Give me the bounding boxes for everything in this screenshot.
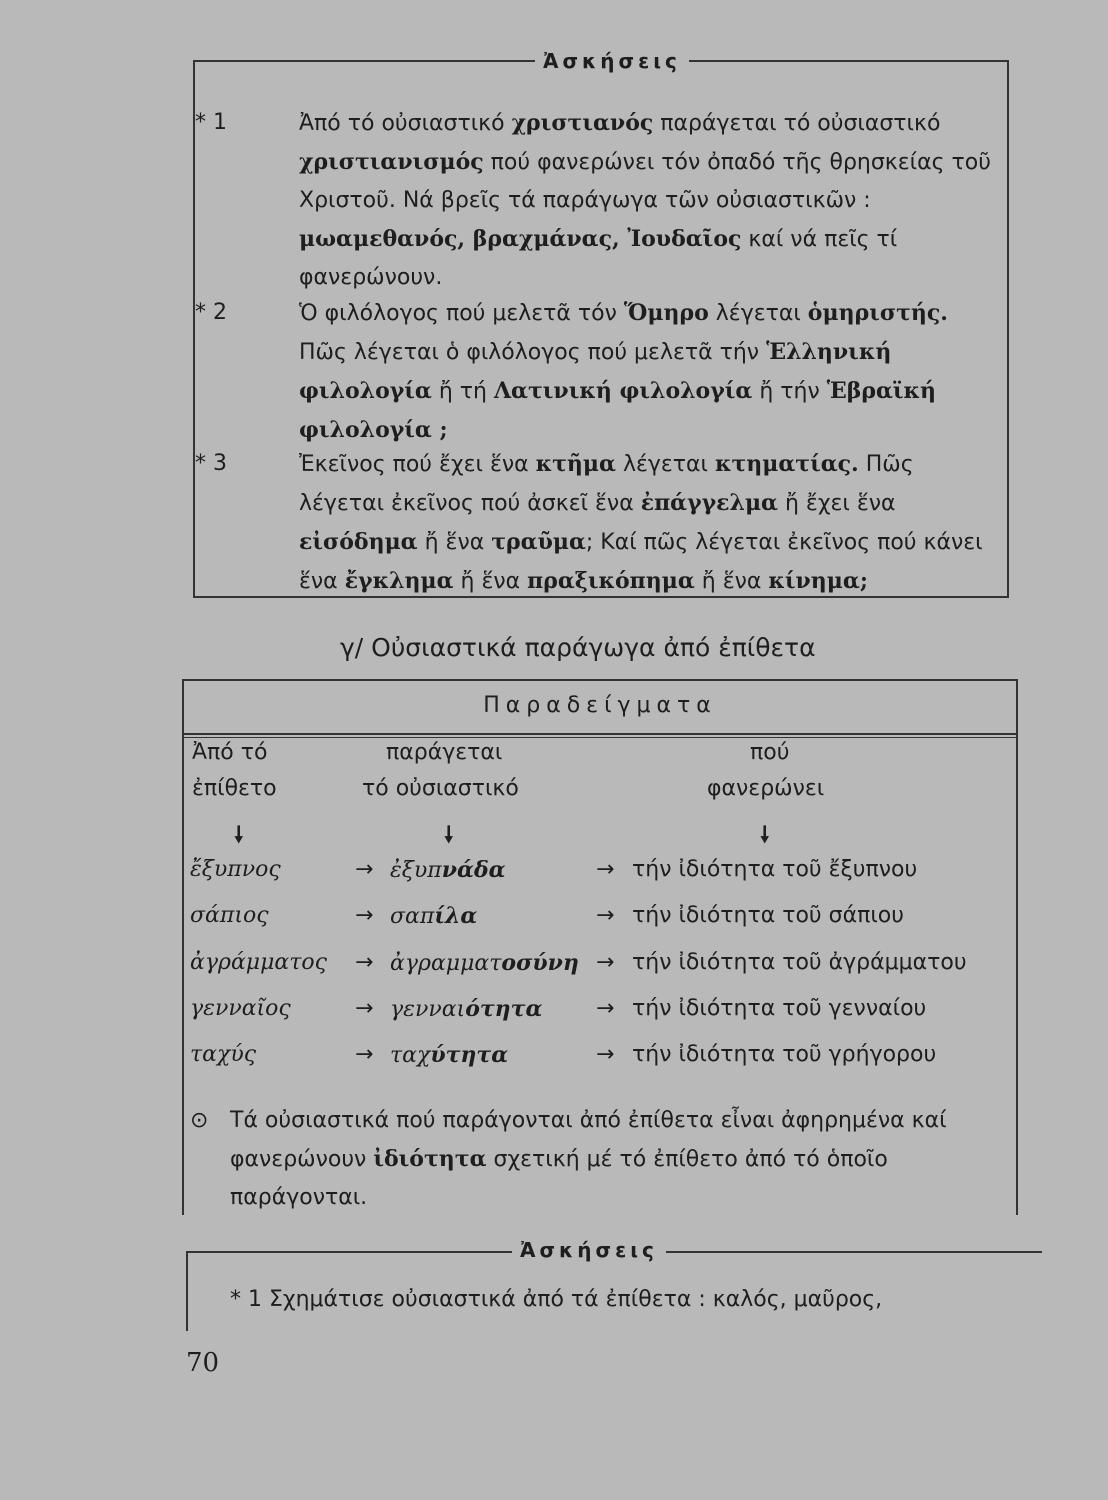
noun-stem: ἀγραμματ (390, 951, 502, 976)
bold-term: ἐπάγγελμα (640, 490, 778, 516)
arrow-right-icon: → (596, 996, 615, 1021)
text-segment: παράγεται τό οὐσιαστικό (653, 111, 941, 136)
example-row (190, 857, 1020, 893)
exercise-text (235, 294, 997, 450)
bold-term: χριστιανισμός (299, 149, 484, 175)
text-segment: πού φανερώνει τόν ὀπαδό τῆς θρησκείας τοῦ Χριστοῦ. Νά βρεῖς τά παράγωγα τῶν οὐσιαστικῶν : (299, 150, 991, 213)
note-circle-dot-icon: ⊙ (190, 1108, 209, 1133)
exercise-text (235, 104, 997, 297)
example-row (190, 996, 1020, 1032)
noun-stem: ταχ (390, 1043, 431, 1068)
arrow-right-icon: → (596, 903, 615, 928)
derived-noun (390, 857, 506, 883)
example-row (190, 903, 1020, 939)
examples-header: Παραδείγματα (182, 679, 1018, 735)
bold-term: χριστιανός (511, 110, 654, 136)
note-text-a: Τά οὐσιαστικά πού παράγονται ἀπό ἐπίθετα εἶναι ἀφηρημένα καί φανερώνουν (230, 1108, 947, 1172)
note-text-b: σχετική μέ τό ἐπίθετο ἀπό τό ὁποῖο παράγονται. (230, 1147, 888, 1210)
bold-term: μωαμεθανός, βραχμάνας, Ἰουδαῖος (299, 226, 742, 252)
exercise-number: * 1 (195, 110, 227, 135)
noun-suffix: οσύνη (501, 950, 579, 976)
bold-term: τραῦμα (491, 529, 586, 555)
bold-term: ὁμηριστής. (807, 300, 948, 326)
adjective: σάπιος (190, 903, 269, 928)
arrow-down-icon: 🠗 (234, 823, 244, 848)
bold-term: Λατινική φιλολογία (493, 378, 753, 404)
exercise-text (235, 445, 997, 601)
noun-suffix: ύτητα (430, 1042, 509, 1068)
arrow-down-icon: 🠗 (760, 823, 770, 848)
col2-head-line2: τό οὐσιαστικό (362, 776, 519, 801)
meaning: τήν ἰδιότητα τοῦ γρήγορου (632, 1042, 937, 1067)
exercise-item-1 (195, 104, 997, 297)
noun-stem: ἐξυπ (390, 858, 442, 883)
bold-term: Ἑβραϊκή φιλολογία ; (299, 378, 937, 443)
exercises-title-2: Ἀσκήσεις (512, 1238, 666, 1262)
derived-noun (390, 950, 579, 976)
page-number: 70 (186, 1348, 220, 1378)
text-segment: ἤ ἕνα (694, 569, 769, 594)
example-row (190, 950, 1020, 986)
text-segment: ἤ ἕνα (453, 569, 528, 594)
col1-head-line1: Ἀπό τό (192, 740, 268, 765)
exercise-item-3 (195, 445, 997, 601)
text-segment: ἤ τή (431, 379, 494, 404)
adjective: γενναῖος (190, 996, 291, 1021)
exercises-box (193, 49, 1009, 598)
exercise-item-2 (195, 294, 997, 450)
bold-term: κτῆμα (535, 451, 616, 477)
col3-head-line1: πού (750, 740, 790, 765)
arrow-right-icon: → (355, 857, 374, 882)
adjective: ἀγράμματος (190, 950, 327, 975)
text-segment: Ὁ φιλόλογος πού μελετᾶ τόν (299, 301, 624, 326)
divider (182, 737, 1018, 738)
note (190, 1102, 1030, 1217)
text-segment: Πῶς λέγεται ἐκεῖνος πού ἀσκεῖ ἕνα (299, 452, 914, 516)
arrow-right-icon: → (596, 950, 615, 975)
text-segment: λέγεται (615, 452, 715, 477)
bold-term: Ὅμηρο (623, 300, 709, 326)
exercise-number: * 2 (195, 300, 227, 325)
text-segment: ἤ τήν (752, 379, 827, 404)
bold-term: Ἑλληνική φιλολογία (299, 339, 892, 404)
arrow-right-icon: → (355, 996, 374, 1021)
col3-head-line2: φανερώνει (707, 776, 825, 801)
bold-term: ἔγκλημα (344, 568, 454, 594)
arrow-right-icon: → (355, 903, 374, 928)
exercise-item: * 1 Σχημάτισε οὐσιαστικά ἀπό τά ἐπίθετα : καλός, μαῦρος, (230, 1287, 883, 1312)
text-segment: καί νά πεῖς τί φανερώνουν. (299, 227, 898, 290)
bold-term: κτηματίας. (714, 451, 859, 477)
arrow-right-icon: → (355, 950, 374, 975)
note-text (190, 1102, 1030, 1217)
adjective: ταχύς (190, 1042, 257, 1067)
example-row (190, 1042, 1020, 1078)
noun-stem: γενναι (390, 997, 466, 1022)
derived-noun (390, 996, 542, 1022)
meaning: τήν ἰδιότητα τοῦ σάπιου (632, 903, 904, 928)
bold-term: κίνημα; (768, 568, 868, 594)
text-segment: ; Καί πῶς λέγεται ἐκεῖνος πού κάνει ἕνα (299, 530, 983, 594)
text-segment: Ἀπό τό οὐσιαστικό (299, 111, 512, 136)
meaning: τήν ἰδιότητα τοῦ ἔξυπνου (632, 857, 918, 882)
adjective: ἔξυπνος (190, 857, 281, 882)
meaning: τήν ἰδιότητα τοῦ ἀγράμματου (632, 950, 967, 975)
noun-suffix: ίλα (434, 903, 478, 929)
bold-term: πραξικόπημα (527, 568, 695, 594)
bold-term: εἰσόδημα (299, 529, 418, 555)
arrow-right-icon: → (355, 1042, 374, 1067)
text-segment: Πῶς λέγεται ὁ φιλόλογος πού μελετᾶ τήν (299, 340, 767, 365)
exercise-number: * 3 (195, 451, 227, 476)
noun-suffix: ότητα (465, 996, 543, 1022)
col2-head-line1: παράγεται (386, 740, 503, 765)
noun-suffix: νάδα (441, 857, 506, 883)
derived-noun (390, 903, 477, 929)
col1-head-line2: ἐπίθετο (192, 776, 277, 801)
text-segment: λέγεται (708, 301, 808, 326)
section-title: γ/ Οὐσιαστικά παράγωγα ἀπό ἐπίθετα (340, 633, 816, 662)
noun-stem: σαπ (390, 904, 435, 929)
text-segment: ἤ ἔχει ἕνα (778, 491, 896, 516)
derived-noun (390, 1042, 508, 1068)
arrow-right-icon: → (596, 1042, 615, 1067)
meaning: τήν ἰδιότητα τοῦ γενναίου (632, 996, 927, 1021)
note-bold: ἰδιότητα (373, 1146, 487, 1172)
arrow-right-icon: → (596, 857, 615, 882)
text-segment: Ἐκεῖνος πού ἔχει ἕνα (299, 452, 536, 477)
exercises-title: Ἀσκήσεις (535, 49, 689, 73)
arrow-down-icon: 🠗 (444, 823, 454, 848)
text-segment: ἤ ἕνα (417, 530, 492, 555)
